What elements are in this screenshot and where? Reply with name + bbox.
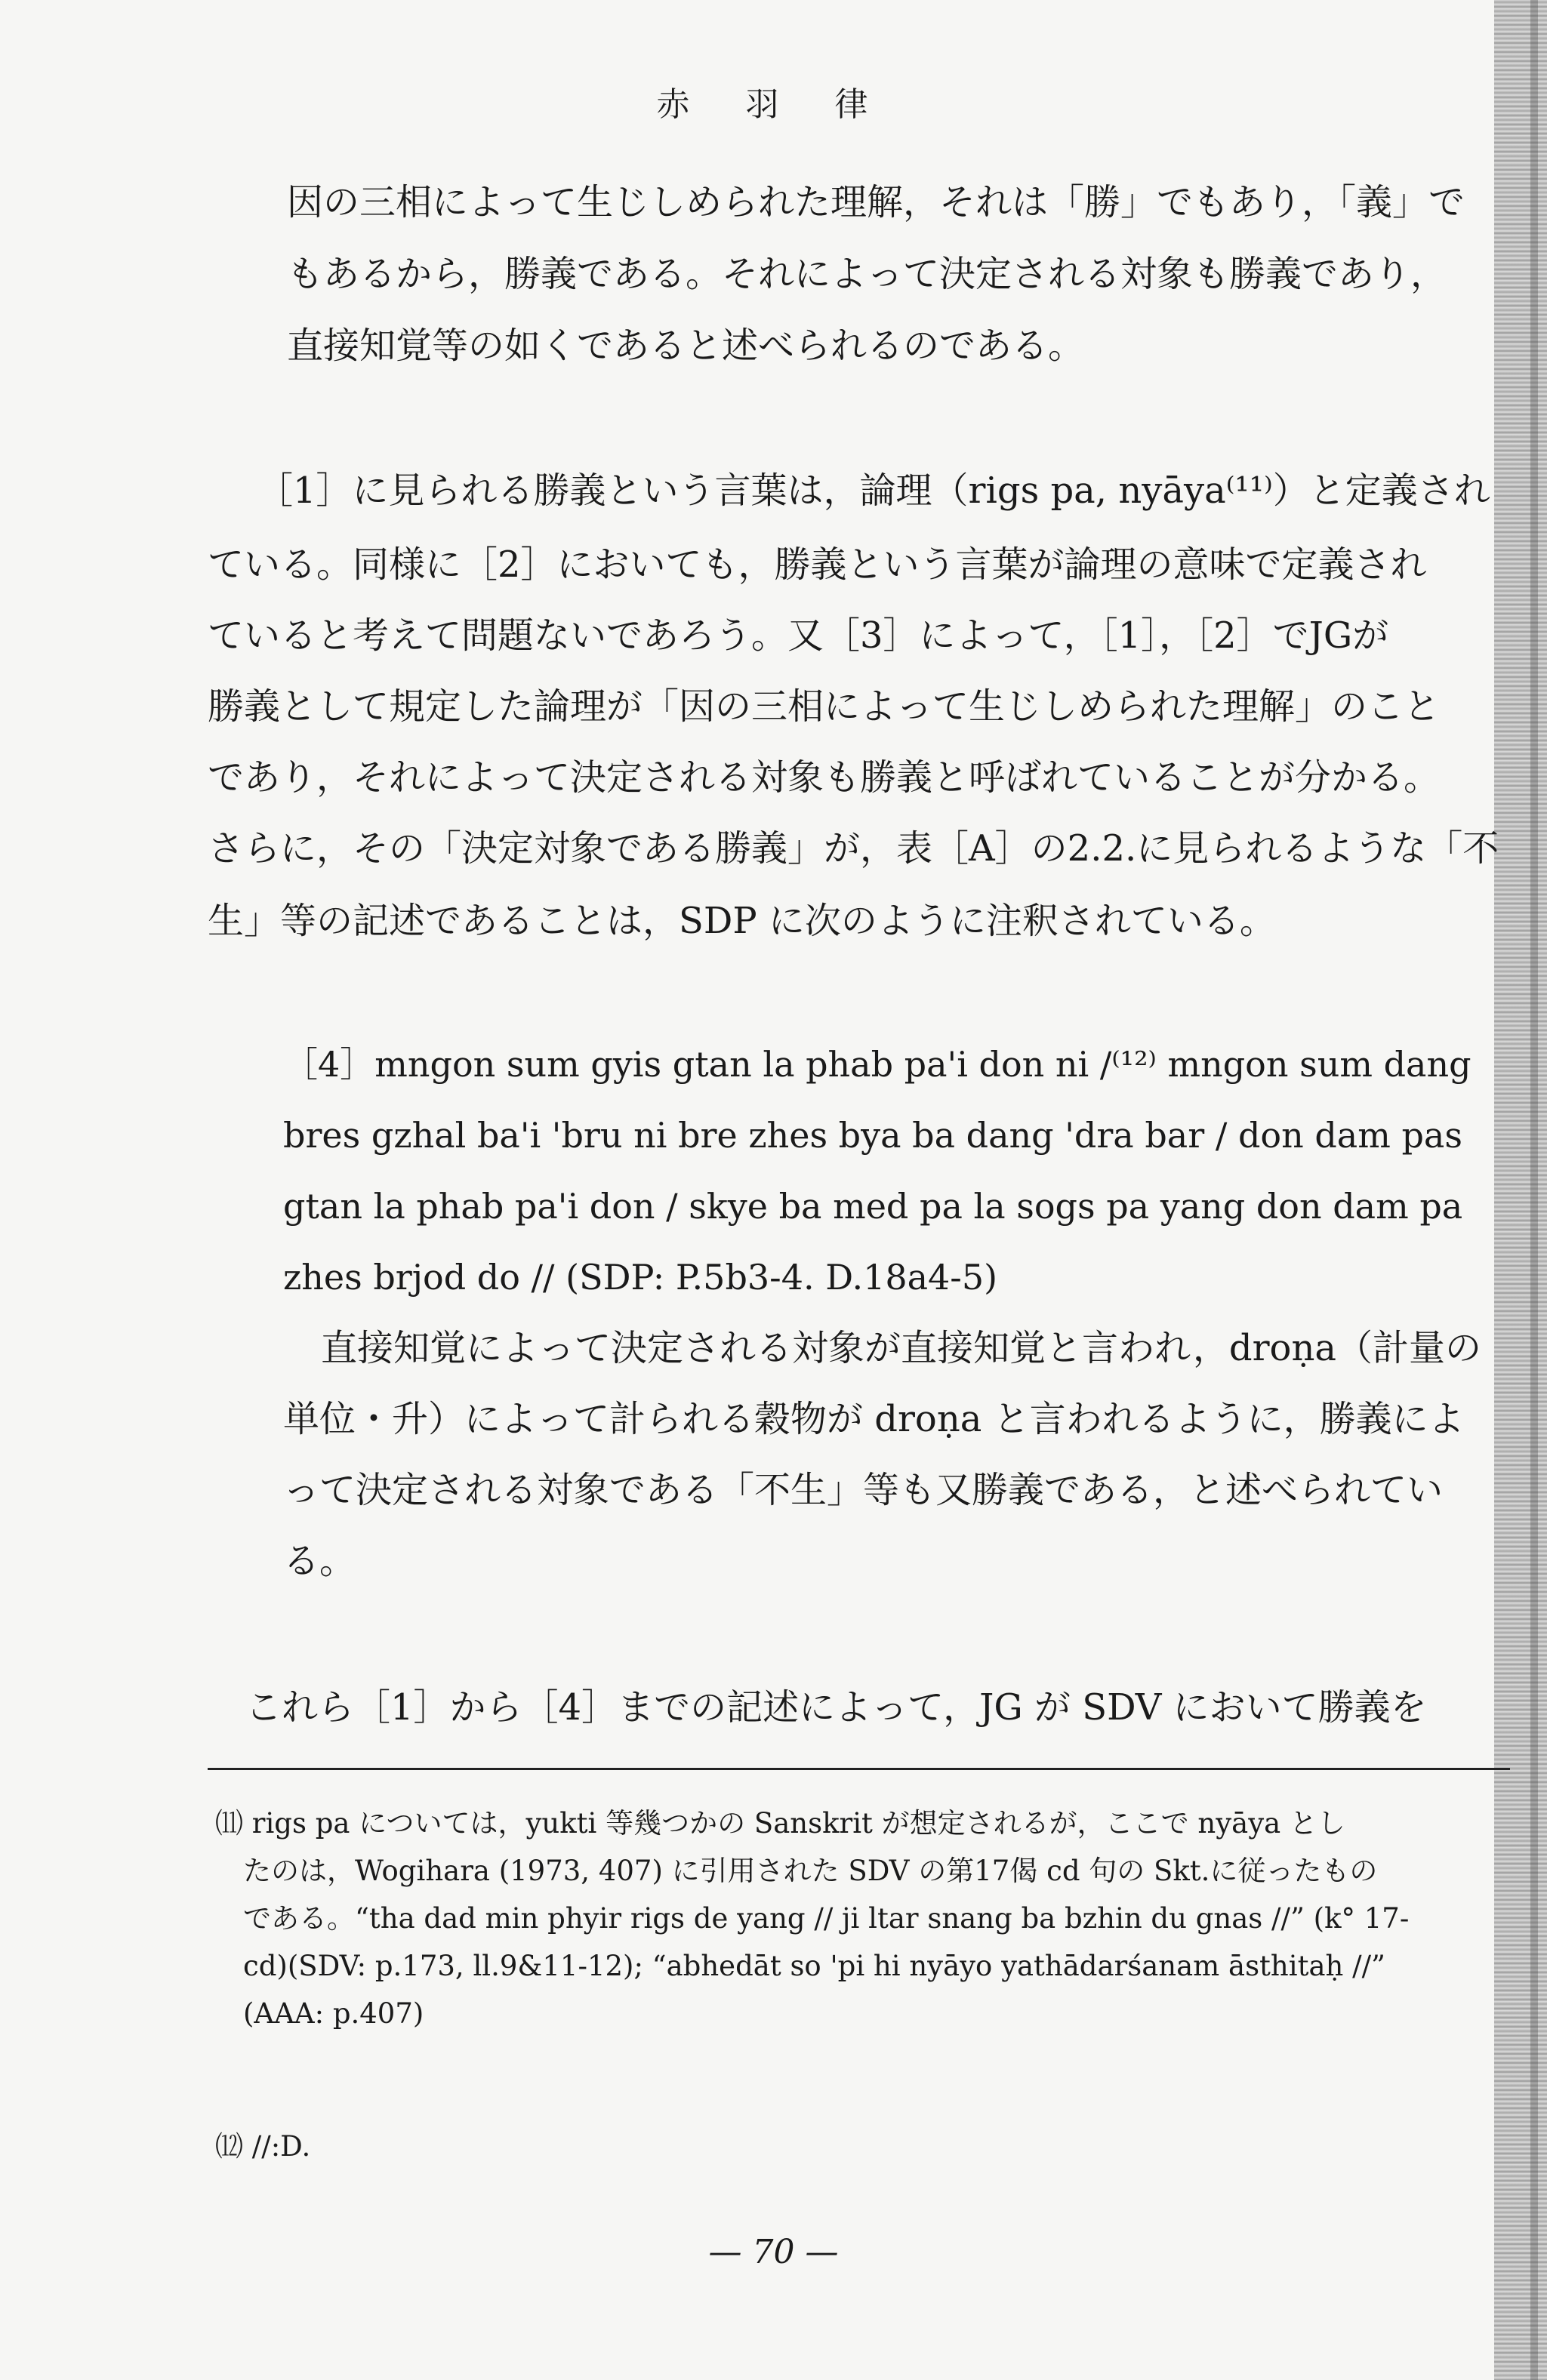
scan-shadow [1530, 0, 1538, 2380]
paragraph2-line: さらに，その「決定対象である勝義」が，表［A］の2.2.に見られるような「不 [208, 827, 1499, 870]
footnote11-line: (AAA: p.407) [243, 1997, 424, 2030]
paragraph2-line: であり，それによって決定される対象も勝義と呼ばれていることが分かる。 [208, 756, 1441, 799]
paragraph2-line: ［1］に見られる勝義という言葉は，論理（rigs pa, nyāya⁽¹¹⁾）と定義され [257, 470, 1490, 512]
translation-line: って決定される対象である「不生」等も又勝義である，と述べられてい [283, 1469, 1444, 1511]
quote-line: bres gzhal ba'i 'bru ni bre zhes bya ba dang 'dra bar / don dam pas [283, 1115, 1462, 1156]
footnote11-line: cd)(SDV: p.173, ll.9&11-12); “abhedāt so 'pi hi nyāyo yathādarśanam āsthitaḥ //” [243, 1950, 1385, 1982]
translation-line: る。 [283, 1540, 356, 1582]
footnote-rule [208, 1768, 1510, 1770]
quote-line: ［4］mngon sum gyis gtan la phab pa'i don ni /⁽¹²⁾ mngon sum dang [283, 1044, 1471, 1085]
paragraph2-line: ている。同様に［2］においても，勝義という言葉が論理の意味で定義され [208, 543, 1427, 586]
footnote12: ⑿ //:D. [215, 2130, 311, 2163]
footnote11-line: ⑾ rigs pa については，yukti 等幾つかの Sanskrit が想定されるが，ここで nyāya とし [215, 1807, 1345, 1840]
paragraph1-line: 直接知覚等の如くであると述べられるのである。 [287, 325, 1085, 367]
footnote11-line: たのは，Wogihara (1973, 407) に引用された SDV の第17偈 cd 句の Skt.に従ったもの [243, 1855, 1378, 1887]
running-header: 赤 羽 律 [656, 85, 891, 124]
paragraph2-line: 生」等の記述であることは，SDP に次のように注釈されている。 [208, 900, 1276, 942]
translation-line: 単位・升）によって計られる穀物が droṇa と言われるように，勝義によ [283, 1398, 1465, 1440]
paragraph2-line: ていると考えて問題ないであろう。又［3］によって，［1］，［2］でJGが [208, 614, 1389, 657]
translation-line: 直接知覚によって決定される対象が直接知覚と言われ，droṇa（計量の [321, 1327, 1481, 1369]
quote-line: zhes brjod do // (SDP: P.5b3-4. D.18a4-5) [283, 1257, 998, 1298]
paragraph1-line: もあるから，勝義である。それによって決定される対象も勝義であり， [287, 253, 1447, 295]
paragraph3-line: これら［1］から［4］までの記述によって，JG が SDV において勝義を [245, 1686, 1427, 1729]
paragraph1-line: 因の三相によって生じしめられた理解，それは「勝」でもあり，「義」で [287, 181, 1465, 223]
footnote11-line: である。“tha dad min phyir rigs de yang // ji ltar snang ba bzhin du gnas //” (k° 17- [243, 1902, 1410, 1935]
paragraph2-line: 勝義として規定した論理が「因の三相によって生じしめられた理解」のこと [208, 685, 1441, 728]
page-number: — 70 — [708, 2233, 839, 2271]
scan-binding-edge [1494, 0, 1547, 2380]
quote-line: gtan la phab pa'i don / skye ba med pa la sogs pa yang don dam pa [283, 1186, 1463, 1227]
